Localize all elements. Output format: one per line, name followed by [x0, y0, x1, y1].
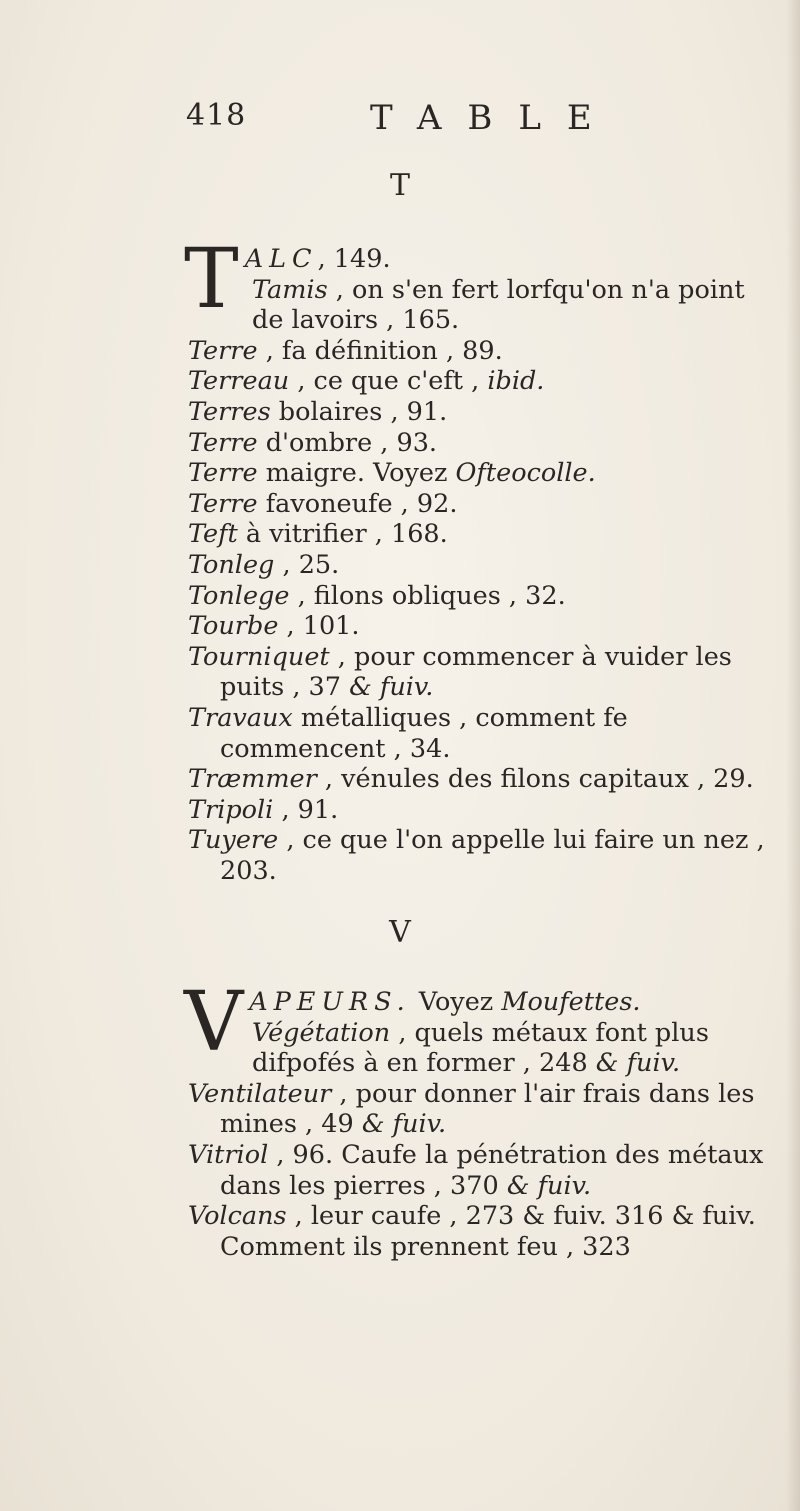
- entry-text: , 25.: [274, 549, 340, 580]
- entry-text: , 96. Caufe la pénétration des métaux dans les pierres , 370: [220, 1139, 764, 1201]
- entry-text: maigre. Voyez: [257, 458, 456, 489]
- entry-text: , 91.: [273, 794, 339, 825]
- section-letter-t: T: [389, 168, 410, 203]
- entry-text: , vénules des filons capitaux , 29.: [316, 764, 754, 795]
- entry-term: Terre: [188, 335, 258, 366]
- entry-term: Tourbe: [188, 611, 279, 642]
- entry-term: Terres: [188, 396, 271, 427]
- entry-term: Terre: [188, 488, 258, 519]
- page-number: 418: [186, 98, 247, 133]
- entry-term: Teft: [188, 519, 238, 550]
- entry-text: , on s'en fert lorfqu'on n'a point de lavoirs , 165.: [252, 274, 745, 336]
- entry-term: Terreau: [188, 366, 290, 397]
- entry-text: favoneufe , 92.: [257, 488, 458, 519]
- index-entry: [188, 519, 778, 550]
- entry-text: bolaires , 91.: [270, 396, 448, 427]
- entry-term: Tamis: [252, 274, 328, 305]
- index-entry: [188, 825, 778, 886]
- entry-term: Ventilateur: [188, 1078, 332, 1109]
- entry-text: , 149.: [317, 244, 391, 274]
- entry-term: Vitriol: [188, 1139, 269, 1170]
- drop-cap: V: [184, 975, 244, 1070]
- index-section-v: [184, 975, 778, 1262]
- index-entry: [188, 1018, 778, 1079]
- entry-text: , pour commencer à vuider les puits , 37: [220, 641, 732, 703]
- entry-term: Volcans: [188, 1201, 287, 1232]
- entry-text: , ce que c'eft ,: [289, 366, 488, 397]
- entry-reference: & fuiv.: [595, 1048, 681, 1079]
- index-entry: [188, 581, 778, 612]
- index-entry: [188, 397, 778, 428]
- entry-text: , fa définition , 89.: [257, 335, 503, 366]
- running-header: [186, 98, 618, 138]
- entry-text: , ce que l'on appelle lui faire un nez , 203.: [220, 825, 765, 886]
- entry-term: Terre: [188, 458, 258, 489]
- index-entry: [188, 275, 778, 336]
- index-entry: [188, 458, 778, 489]
- index-entry: [188, 428, 778, 459]
- index-entry: [188, 764, 778, 795]
- index-entry: [188, 795, 778, 826]
- running-title: TABLE: [370, 98, 618, 138]
- entry-text: d'ombre , 93.: [257, 427, 438, 458]
- entry-text: métalliques , comment fe commencent , 34.: [220, 702, 628, 764]
- entry-text: Voyez: [410, 987, 502, 1017]
- entry-term: Træmmer: [188, 764, 317, 795]
- drop-cap: T: [184, 232, 239, 327]
- entry-text: , pour donner l'air frais dans les mines , 49: [220, 1078, 755, 1140]
- section-letter-v: V: [389, 915, 411, 950]
- entry-term: Terre: [188, 427, 258, 458]
- index-entry: [188, 1140, 778, 1201]
- entry-text: , filons obliques , 32.: [289, 580, 566, 611]
- entry-text: , leur caufe , 273 & fuiv. 316 & fuiv. Comment ils prennent feu , 323: [220, 1201, 756, 1262]
- entry-term: Tourniquet: [188, 641, 330, 672]
- page-edge-shadow: [786, 0, 800, 1511]
- index-entry: [188, 1079, 778, 1140]
- entry-term: Végétation: [252, 1017, 391, 1048]
- entry-text: , 101.: [278, 611, 360, 642]
- entry-term: ALC: [244, 244, 318, 274]
- entry-reference: & fuiv.: [506, 1170, 592, 1201]
- entry-term: Tonleg: [188, 549, 275, 580]
- index-entry: [188, 336, 778, 367]
- index-entry: [188, 550, 778, 581]
- entry-text: à vitrifier , 168.: [237, 519, 448, 550]
- entry-term: Tuyere: [188, 825, 279, 856]
- index-entry: [188, 489, 778, 520]
- entry-reference: & fuiv.: [361, 1109, 447, 1140]
- entry-term: Tripoli: [188, 794, 274, 825]
- index-entry: [188, 611, 778, 642]
- index-entry: [188, 1201, 778, 1262]
- entry-term: Travaux: [188, 702, 293, 733]
- entry-reference: Ofteocolle.: [455, 458, 596, 489]
- entry-reference: Moufettes.: [501, 987, 641, 1017]
- entry-reference: & fuiv.: [349, 672, 434, 703]
- index-entry: [188, 703, 778, 764]
- index-section-t: [184, 232, 778, 886]
- entry-reference: ibid.: [487, 366, 545, 397]
- index-entry: [188, 642, 778, 703]
- entry-term: APEURS.: [249, 987, 411, 1017]
- entry-text: , quels métaux font plus difpofés à en former , 248: [252, 1017, 709, 1079]
- index-entry: [188, 366, 778, 397]
- entry-term: Tonlege: [188, 580, 290, 611]
